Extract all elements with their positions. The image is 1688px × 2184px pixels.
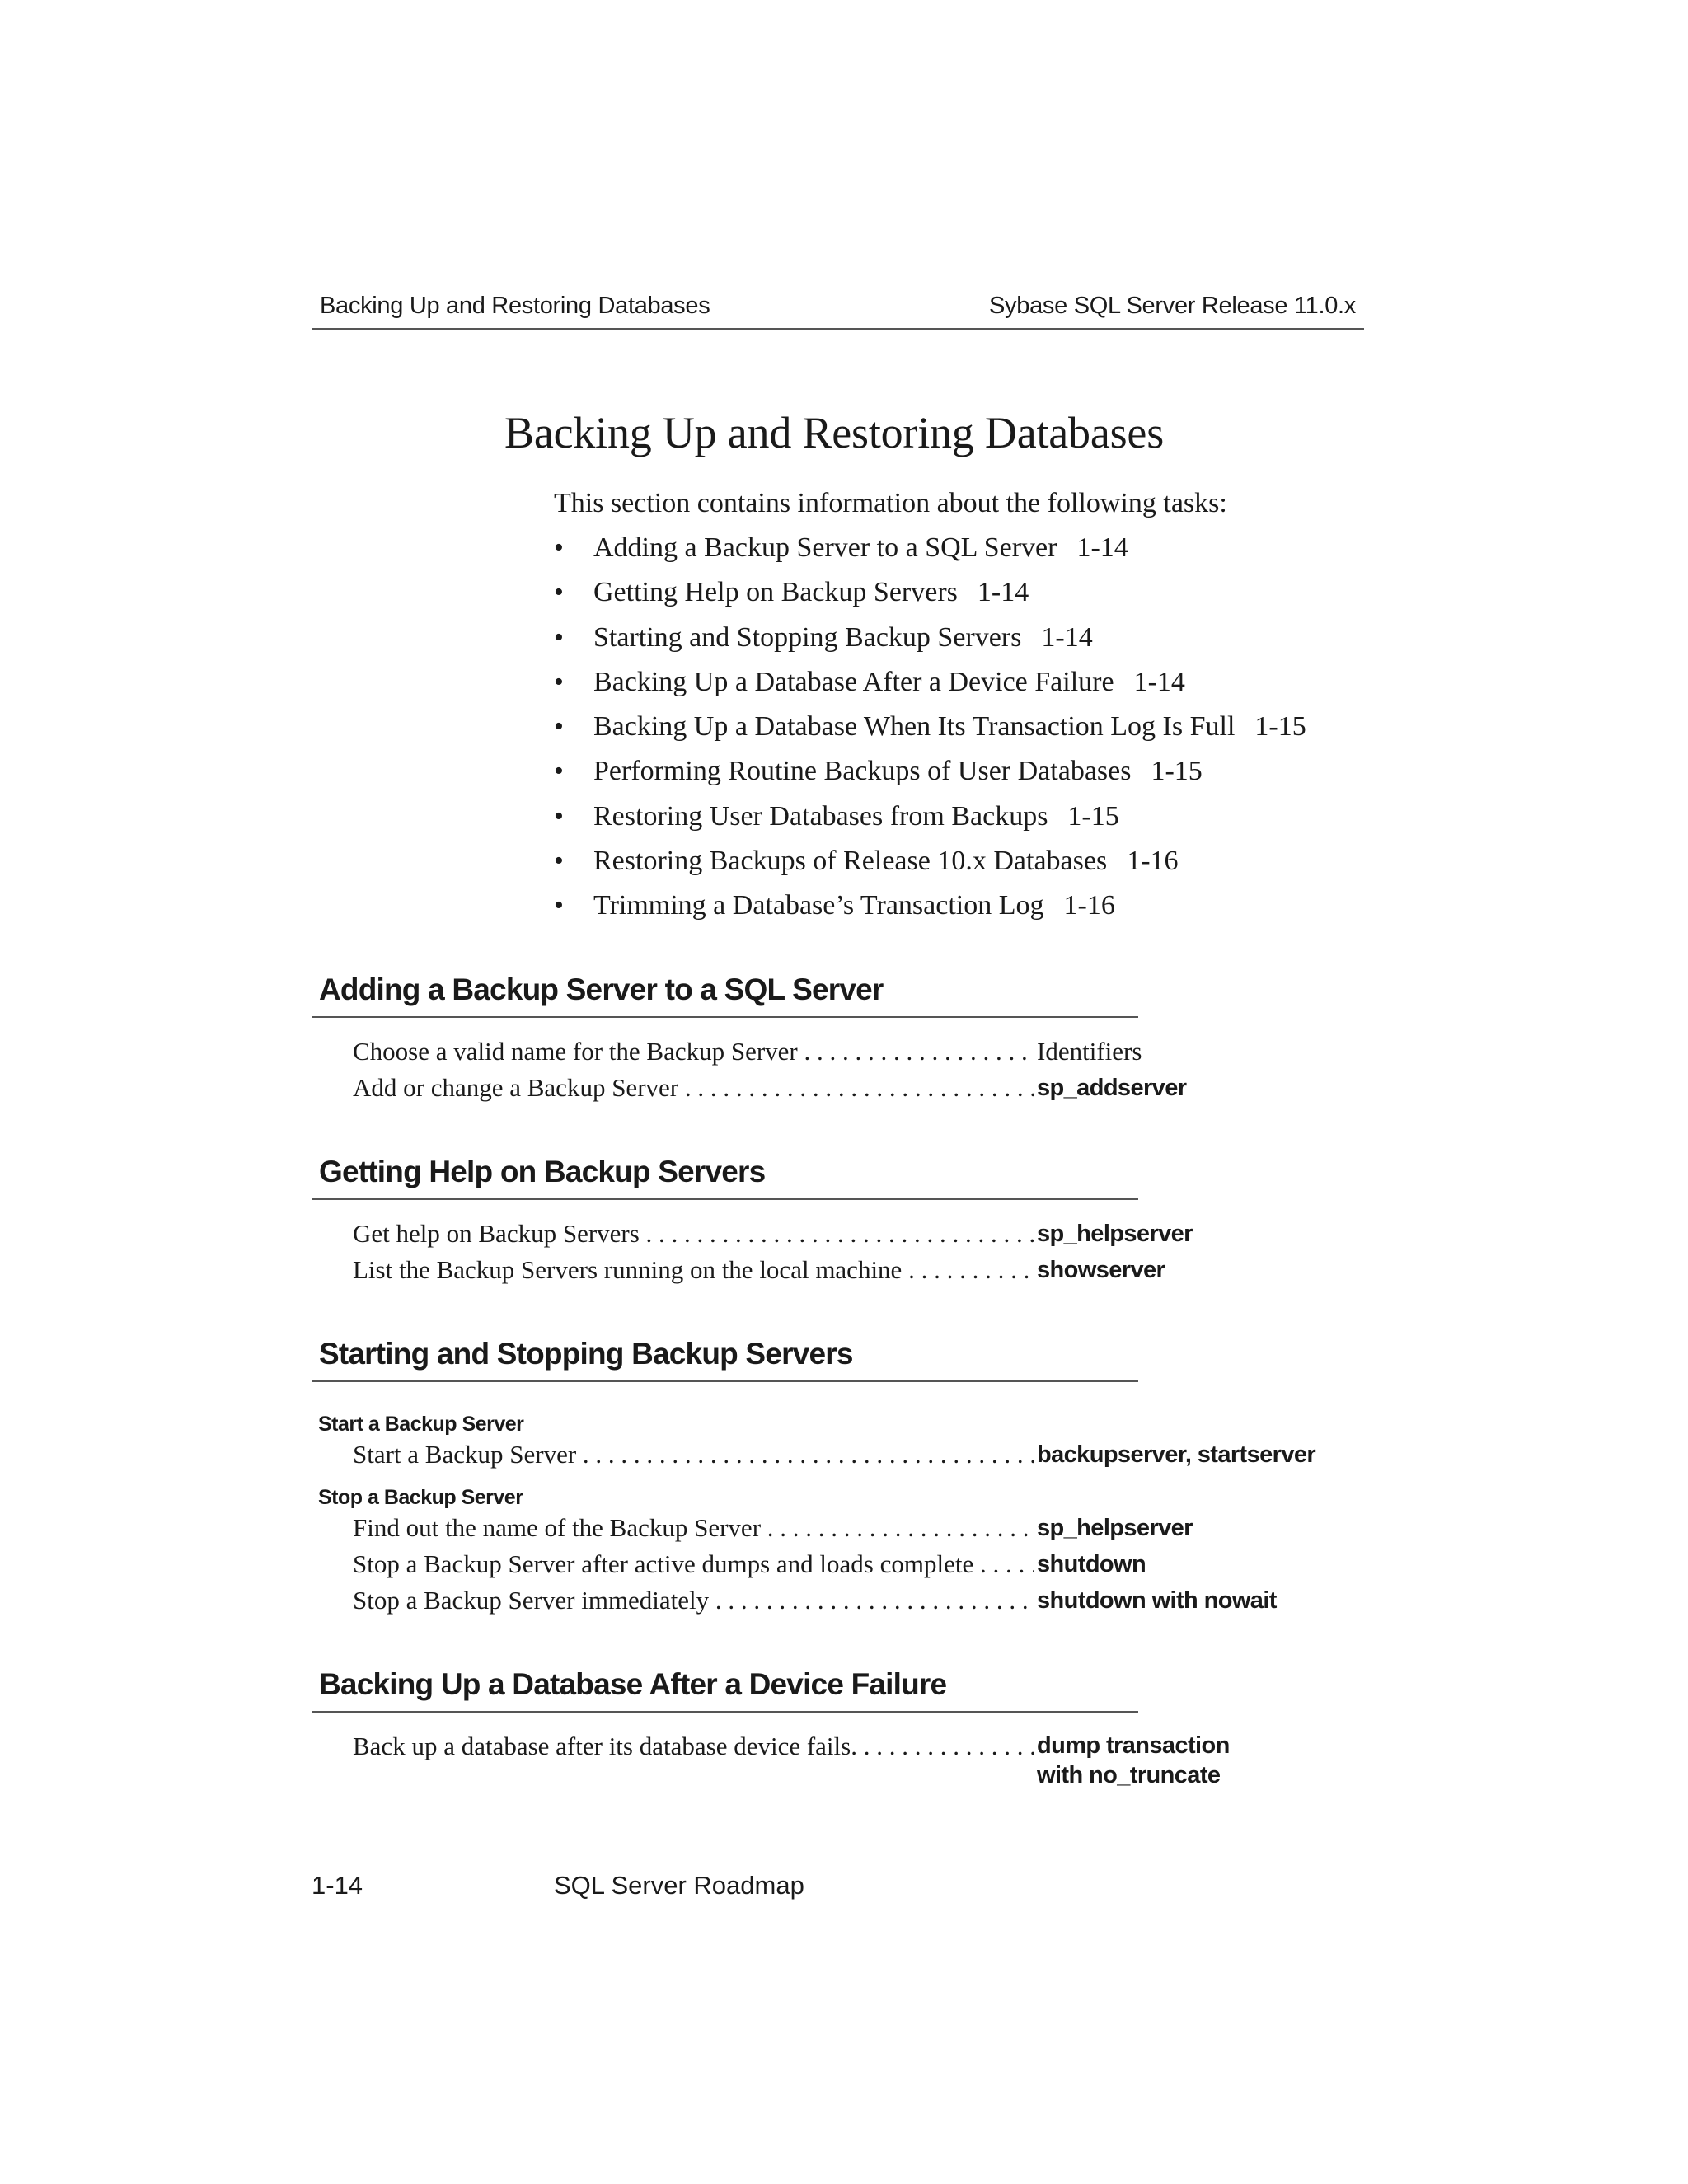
list-item: [554, 799, 1306, 843]
task-label: Restoring Backups of Release 10.x Databases: [593, 846, 1108, 877]
entry-text: Choose a valid name for the Backup Server . . .: [353, 1033, 1034, 1070]
task-page-ref: 1-14: [1041, 621, 1093, 653]
bullet-icon: •: [554, 890, 564, 921]
entry-target: shutdown: [1037, 1551, 1146, 1577]
section-rule: [312, 1711, 1138, 1713]
section-rule: [312, 1380, 1138, 1382]
entry-target: sp_helpserver: [1037, 1221, 1193, 1247]
bullet-icon: •: [554, 711, 564, 743]
entry-target: sp_addserver: [1037, 1075, 1187, 1101]
entry-text: Back up a database after its database device fails. . . .: [353, 1728, 1034, 1765]
list-item: [554, 888, 1306, 932]
header-product: Sybase SQL Server Release 11.0.x: [989, 293, 1356, 319]
list-item: [554, 664, 1306, 709]
entry-text: Find out the name of the Backup Server . . .: [353, 1510, 1034, 1546]
bullet-icon: •: [554, 532, 564, 563]
task-page-ref: 1-16: [1127, 846, 1179, 877]
entry-target: dump transaction with no_truncate: [1037, 1732, 1230, 1788]
task-label: Getting Help on Backup Servers: [593, 577, 958, 608]
entry-target: sp_helpserver: [1037, 1515, 1193, 1541]
subsection-title: Stop a Backup Server: [318, 1486, 523, 1509]
entry-target: backupserver, startserver: [1037, 1441, 1316, 1468]
task-label: Performing Routine Backups of User Databases: [593, 756, 1132, 787]
entry-text: List the Backup Servers running on the local machine . . .: [353, 1252, 1034, 1288]
task-label: Backing Up a Database After a Device Failure: [593, 666, 1114, 697]
list-item: [554, 530, 1306, 574]
section-title: Adding a Backup Server to a SQL Server: [319, 972, 884, 1006]
entry-text: Start a Backup Server . . .: [353, 1436, 1034, 1473]
task-page-ref: 1-15: [1254, 711, 1306, 743]
task-list: [554, 530, 1306, 933]
bullet-icon: •: [554, 577, 564, 608]
entry-target: showserver: [1037, 1257, 1165, 1283]
section-heading: [312, 1665, 1138, 1714]
bullet-icon: •: [554, 800, 564, 832]
list-item: [554, 709, 1306, 753]
intro-text: This section contains information about the following tasks:: [554, 488, 1227, 518]
bullet-icon: •: [554, 621, 564, 653]
list-item: [554, 843, 1306, 888]
bullet-icon: •: [554, 846, 564, 877]
task-page-ref: 1-15: [1067, 800, 1119, 832]
entry-text: Stop a Backup Server after active dumps and loads complete . . .: [353, 1546, 1034, 1582]
subsection-title: Start a Backup Server: [318, 1413, 524, 1436]
list-item: [554, 620, 1306, 664]
section-heading: [312, 970, 1138, 1019]
header-chapter: Backing Up and Restoring Databases: [320, 293, 710, 319]
bullet-icon: •: [554, 666, 564, 697]
entry-target: Identifiers: [1037, 1037, 1142, 1066]
entry-text: Add or change a Backup Server . . .: [353, 1070, 1034, 1106]
page-title: Backing Up and Restoring Databases: [504, 408, 1165, 457]
task-label: Starting and Stopping Backup Servers: [593, 621, 1022, 653]
entry-target: shutdown with nowait: [1037, 1587, 1277, 1614]
section-heading: [312, 1152, 1138, 1202]
task-label: Adding a Backup Server to a SQL Server: [593, 532, 1057, 563]
book-title: SQL Server Roadmap: [554, 1871, 804, 1900]
page-number: 1-14: [312, 1871, 363, 1900]
task-page-ref: 1-15: [1151, 756, 1203, 787]
task-label: Restoring User Databases from Backups: [593, 800, 1048, 832]
section-rule: [312, 1198, 1138, 1200]
section-heading: [312, 1334, 1138, 1384]
task-label: Backing Up a Database When Its Transaction Log Is Full: [593, 711, 1236, 743]
entry-text: Get help on Backup Servers . . .: [353, 1216, 1034, 1252]
list-item: [554, 574, 1306, 619]
task-page-ref: 1-16: [1063, 890, 1115, 921]
header-rule: [312, 328, 1364, 330]
bullet-icon: •: [554, 756, 564, 787]
section-title: Starting and Stopping Backup Servers: [319, 1337, 853, 1371]
list-item: [554, 753, 1306, 798]
section-title: Backing Up a Database After a Device Failure: [319, 1667, 947, 1701]
section-rule: [312, 1016, 1138, 1018]
entry-text: Stop a Backup Server immediately . . .: [353, 1582, 1034, 1619]
task-page-ref: 1-14: [977, 577, 1029, 608]
section-title: Getting Help on Backup Servers: [319, 1155, 766, 1188]
task-label: Trimming a Database’s Transaction Log: [593, 890, 1044, 921]
task-page-ref: 1-14: [1076, 532, 1128, 563]
running-header: [312, 289, 1364, 330]
task-page-ref: 1-14: [1133, 666, 1185, 697]
